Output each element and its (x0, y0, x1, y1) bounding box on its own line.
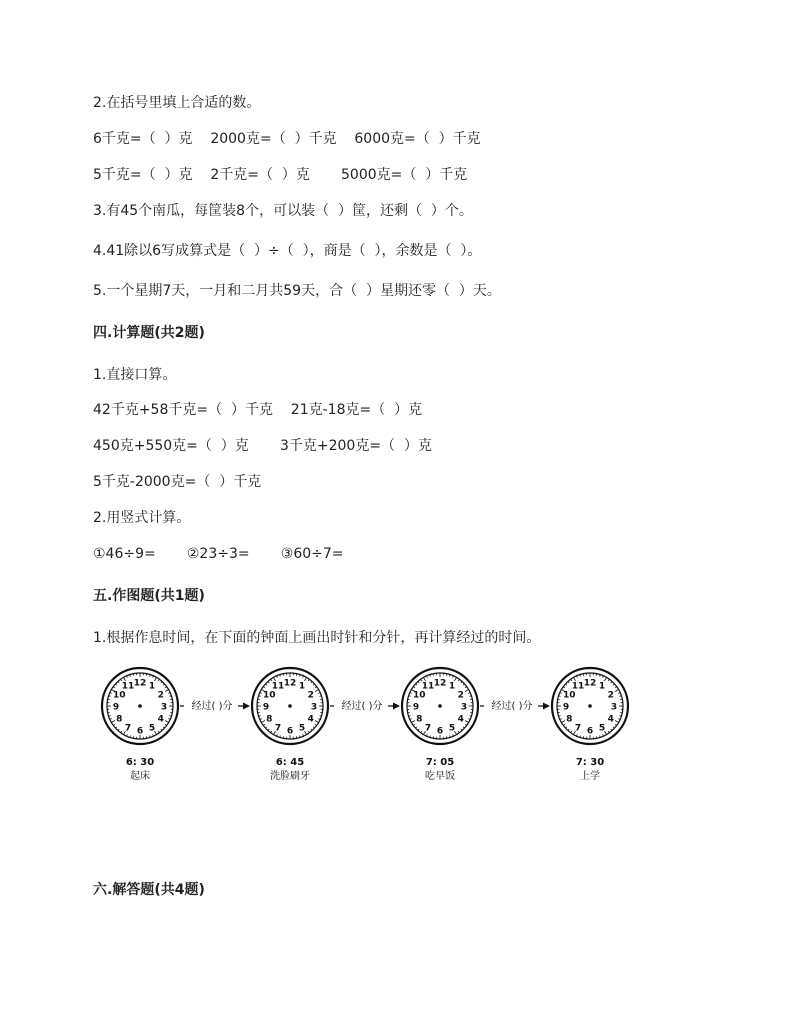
clock-number: 8 (566, 714, 573, 725)
clock-number: 7 (124, 723, 132, 734)
clock-tick (261, 721, 264, 723)
clock-tick (118, 729, 119, 730)
clock-number: 4 (457, 714, 464, 725)
clock-tick (413, 687, 415, 688)
clock-tick (111, 721, 114, 723)
clock-number: 10 (112, 690, 126, 701)
clock-number: 3 (160, 702, 168, 713)
clock-tick (121, 731, 122, 733)
clock-tick (608, 679, 609, 681)
clock-number: 11 (571, 681, 585, 692)
clock-number: 9 (412, 702, 420, 713)
clock-tick (165, 690, 168, 692)
clock-face (402, 668, 478, 782)
clock-number: 1 (448, 681, 456, 692)
fill-line-1: 6千克=（ ）克 2000克=（ ）千克 6000克=（ ）千克 (93, 131, 481, 147)
clock-tick (413, 724, 415, 725)
clock-face (102, 668, 178, 782)
clock-tick (113, 687, 115, 688)
question-5: 5.一个星期7天，一月和二月共59天，合（ ）星期还零（ ）天。 (93, 283, 501, 299)
clock-number: 9 (562, 702, 570, 713)
clock-tick (458, 731, 459, 733)
clock-number: 12 (283, 678, 297, 689)
calc-line-2: 450克+550克=（ ）克 3千克+200克=（ ）克 (93, 438, 432, 454)
clock-number: 5 (298, 723, 306, 734)
clock-tick (611, 729, 612, 730)
clock-tick (158, 731, 159, 733)
clock-number: 7 (424, 723, 432, 734)
clock-tick (268, 681, 269, 682)
clock-tick (421, 679, 422, 681)
clock-number: 11 (421, 681, 435, 692)
clock-number: 7 (274, 723, 282, 734)
question-4: 4.41除以6写成算式是（ ）÷（ ），商是（ ），余数是（ ）。 (93, 243, 482, 259)
clock-number: 8 (266, 714, 273, 725)
clock-tick (571, 679, 572, 681)
clock-tick (165, 724, 167, 725)
clock-tick (118, 681, 119, 682)
clock-tick (265, 684, 266, 685)
q2-intro: 2.在括号里填上合适的数。 (93, 95, 261, 111)
clock-tick (615, 724, 617, 725)
clock-face (552, 668, 628, 782)
clock-tick (311, 729, 312, 730)
clock-number: 4 (607, 714, 614, 725)
clock-number: 1 (148, 681, 156, 692)
clock-number: 3 (310, 702, 318, 713)
calc-line-1: 42千克+58千克=（ ）千克 21克-18克=（ ）克 (93, 402, 423, 418)
question-3: 3.有45个南瓜，每筐装8个，可以装（ ）筐，还剩（ ）个。 (93, 203, 473, 219)
clock-tick (265, 727, 266, 728)
clock-center-dot (588, 704, 592, 708)
clock-tick (268, 729, 269, 730)
clock-tick (161, 729, 162, 730)
clock-tick (615, 690, 618, 692)
clock-number: 6 (586, 726, 594, 737)
clock-time: 6: 30 (125, 757, 155, 768)
arrow-head (543, 703, 550, 710)
clock-tick (155, 677, 157, 680)
clock-tick (315, 721, 318, 723)
clock-number: 5 (598, 723, 606, 734)
clock-label: 起床 (130, 771, 150, 782)
clock-tick (465, 690, 468, 692)
clock-tick (163, 684, 164, 685)
clock-tick (115, 727, 116, 728)
clock-tick (424, 677, 426, 680)
clock-number: 6 (286, 726, 294, 737)
clock-number: 10 (562, 690, 576, 701)
vertical-calc-items: ①46÷9= ②23÷3= ③60÷7= (93, 546, 344, 562)
clock-tick (415, 727, 416, 728)
clock-tick (418, 729, 419, 730)
clock-number: 1 (298, 681, 306, 692)
clock-tick (455, 677, 457, 680)
clock-tick (315, 724, 317, 725)
clock-tick (161, 681, 162, 682)
clock-tick (165, 721, 168, 723)
clock-label: 洗脸刷牙 (270, 771, 310, 782)
clock-tick (315, 690, 318, 692)
clock-tick (115, 684, 116, 685)
clock-tick (563, 687, 565, 688)
clock-tick (568, 681, 569, 682)
clock-tick (615, 687, 617, 688)
fill-line-2: 5千克=（ ）克 2千克=（ ）克 5000克=（ ）千克 (93, 167, 468, 183)
clock-tick (611, 681, 612, 682)
clock-tick (308, 679, 309, 681)
clock-tick (565, 684, 566, 685)
clocks-svg (98, 660, 638, 790)
clock-tick (113, 724, 115, 725)
clock-number: 8 (416, 714, 423, 725)
clock-number: 1 (598, 681, 606, 692)
clock-tick (308, 731, 309, 733)
clock-number: 12 (133, 678, 147, 689)
clock-tick (263, 724, 265, 725)
clock-tick (463, 684, 464, 685)
clock-tick (271, 731, 272, 733)
clock-tick (568, 729, 569, 730)
clock-tick (163, 727, 164, 728)
clock-tick (608, 731, 609, 733)
clock-tick (463, 727, 464, 728)
clock-tick (313, 727, 314, 728)
elapsed-arrow (480, 697, 550, 712)
clock-face (252, 668, 328, 782)
clock-number: 10 (412, 690, 426, 701)
clock-center-dot (138, 704, 142, 708)
elapsed-arrow (330, 697, 400, 712)
clock-number: 4 (157, 714, 164, 725)
arrow-label: 经过( )分 (341, 701, 383, 712)
arrow-label: 经过( )分 (491, 701, 533, 712)
clock-time: 7: 05 (425, 757, 455, 768)
section-6-title: 六.解答题(共4题) (93, 882, 205, 898)
clock-label: 吃早饭 (425, 771, 455, 782)
clock-tick (158, 679, 159, 681)
clock-number: 6 (136, 726, 144, 737)
clock-number: 2 (157, 690, 164, 701)
clock-number: 5 (148, 723, 156, 734)
section-4-title: 四.计算题(共2题) (93, 325, 205, 341)
clock-number: 5 (448, 723, 456, 734)
clock-number: 4 (307, 714, 314, 725)
elapsed-arrow (180, 697, 250, 712)
clock-number: 2 (307, 690, 314, 701)
section-4-q1: 1.直接口算。 (93, 367, 177, 383)
clock-number: 8 (116, 714, 123, 725)
clock-time: 6: 45 (275, 757, 305, 768)
clock-tick (615, 721, 618, 723)
clock-number: 6 (436, 726, 444, 737)
clock-tick (565, 727, 566, 728)
clock-tick (124, 677, 126, 680)
clock-tick (421, 731, 422, 733)
clock-tick (271, 679, 272, 681)
clock-number: 7 (574, 723, 582, 734)
clock-diagram (98, 660, 638, 790)
section-5-title: 五.作图题(共1题) (93, 588, 205, 604)
clock-tick (571, 731, 572, 733)
clock-tick (311, 681, 312, 682)
clock-tick (461, 681, 462, 682)
clock-tick (415, 684, 416, 685)
clock-number: 9 (262, 702, 270, 713)
arrow-head (243, 703, 250, 710)
clock-number: 10 (262, 690, 276, 701)
clock-number: 12 (433, 678, 447, 689)
clock-label: 上学 (580, 771, 600, 782)
calc-line-3: 5千克-2000克=（ ）千克 (93, 474, 262, 490)
clock-number: 3 (460, 702, 468, 713)
clock-tick (461, 729, 462, 730)
section-4-q2: 2.用竖式计算。 (93, 510, 191, 526)
clock-tick (263, 687, 265, 688)
clock-number: 12 (583, 678, 597, 689)
section-5-q1: 1.根据作息时间，在下面的钟面上画出时针和分针，再计算经过的时间。 (93, 630, 541, 646)
clock-tick (465, 724, 467, 725)
arrow-head (393, 703, 400, 710)
arrow-label: 经过( )分 (191, 701, 233, 712)
clock-tick (574, 677, 576, 680)
clock-center-dot (288, 704, 292, 708)
clock-tick (561, 721, 564, 723)
clock-tick (613, 727, 614, 728)
clock-tick (605, 677, 607, 680)
clock-time: 7: 30 (575, 757, 605, 768)
clock-tick (315, 687, 317, 688)
clock-tick (613, 684, 614, 685)
clock-number: 3 (610, 702, 618, 713)
clock-tick (121, 679, 122, 681)
clock-tick (458, 679, 459, 681)
clock-number: 9 (112, 702, 120, 713)
clock-center-dot (438, 704, 442, 708)
clock-tick (305, 677, 307, 680)
clock-tick (465, 687, 467, 688)
clock-tick (411, 721, 414, 723)
clock-tick (313, 684, 314, 685)
clock-tick (274, 677, 276, 680)
clock-number: 11 (271, 681, 285, 692)
clock-number: 11 (121, 681, 135, 692)
clock-tick (563, 724, 565, 725)
clock-tick (465, 721, 468, 723)
clock-tick (418, 681, 419, 682)
clock-number: 2 (607, 690, 614, 701)
clock-number: 2 (457, 690, 464, 701)
clock-tick (165, 687, 167, 688)
